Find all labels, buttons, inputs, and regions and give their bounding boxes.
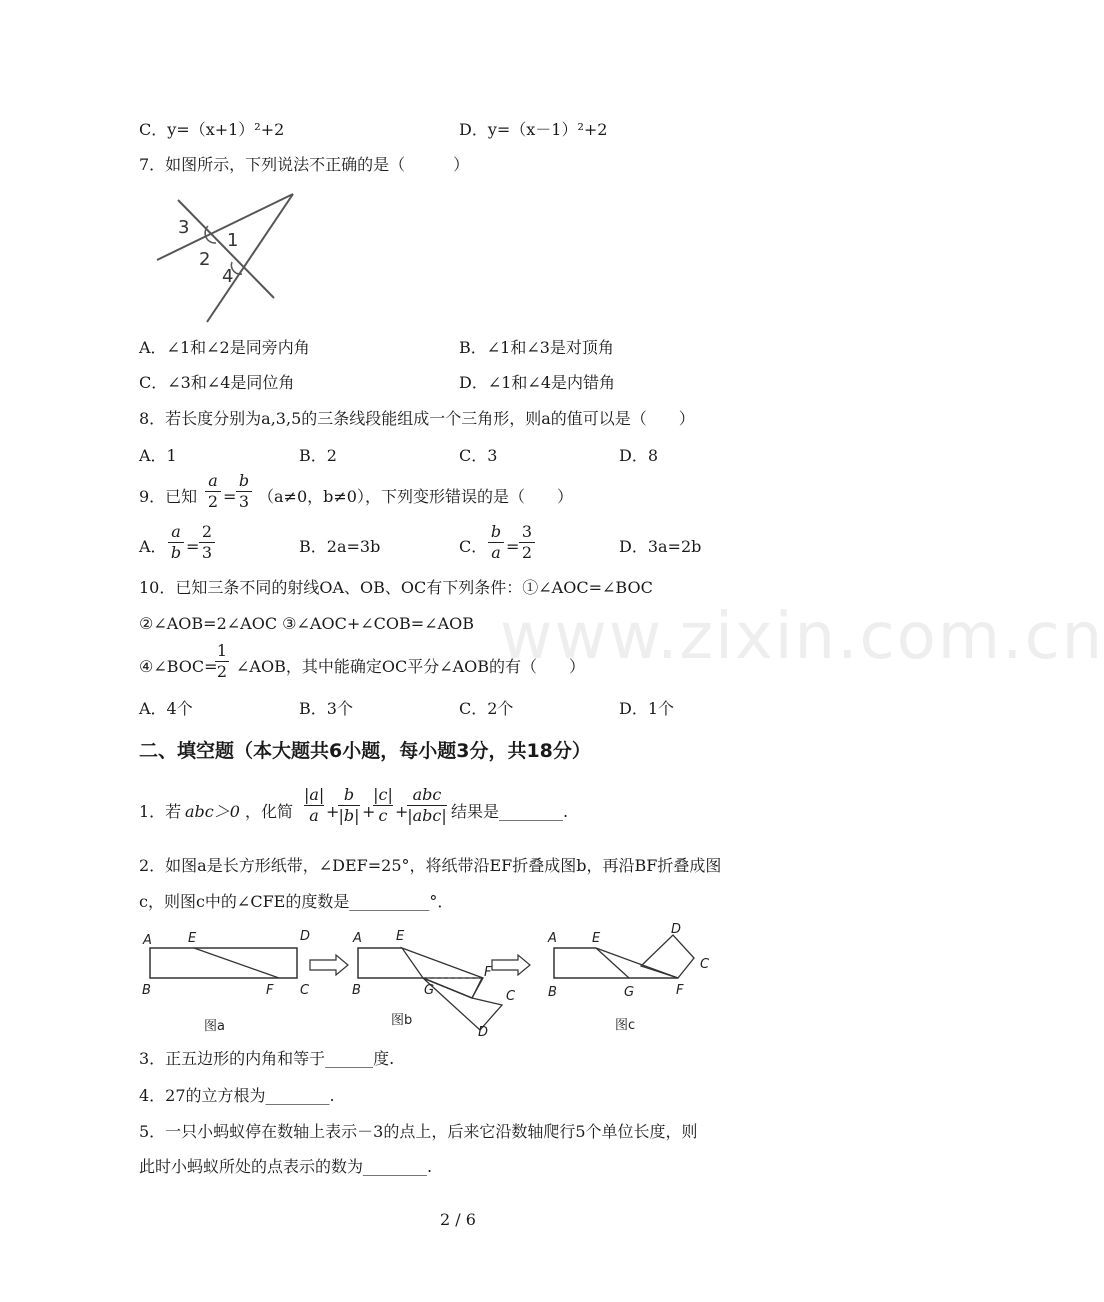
f1-mid: ，化简 (245, 802, 294, 821)
q7-option-b: B．∠1和∠3是对顶角 (459, 338, 614, 357)
fig-a-label-D: D (300, 929, 311, 944)
page-number: 2 / 6 (440, 1210, 476, 1229)
q10-option-a: A．4个 (139, 699, 193, 718)
q9-option-c-equals: = (506, 537, 520, 556)
q9-equals: = (223, 487, 237, 506)
q9-prefix: 9．已知 (139, 487, 198, 506)
fig-c-label-B: B (548, 985, 557, 1000)
fig-a-label-F: F (266, 983, 274, 998)
q9-option-a-fraction-1: a b (168, 524, 184, 561)
fig-b-label-E: E (396, 929, 405, 944)
arrow-b-to-c (492, 955, 530, 975)
q9-fraction-b-over-3: b 3 (236, 473, 252, 510)
f1-plus-2: + (362, 802, 376, 821)
q8-option-a: A．1 (139, 446, 177, 465)
watermark: www.zixin.com.cn (500, 600, 1104, 674)
f5-line-1: 5．一只小蚂蚁停在数轴上表示－3的点上，后来它沿数轴爬行5个单位长度，则 (139, 1122, 698, 1141)
q9-option-c-fraction-2: 3 2 (519, 524, 535, 561)
f1-suffix: 结果是________. (451, 802, 569, 821)
fig-c-label-E: E (592, 931, 601, 946)
fig-c-label-D: D (671, 922, 682, 937)
q9-option-d: D．3a=2b (619, 537, 702, 556)
fig-b-flap (423, 978, 502, 1030)
fig-a-caption: 图a (204, 1019, 225, 1034)
fig-c-label-A: A (548, 931, 557, 946)
q10-option-b: B．3个 (299, 699, 353, 718)
fig-c-caption: 图c (615, 1018, 636, 1033)
q9-option-c-fraction-1: b a (488, 524, 504, 561)
fig-a-rect (150, 948, 297, 978)
q8-option-c: C．3 (459, 446, 498, 465)
f1-fraction-3: |c| c (373, 785, 393, 825)
q10-option-d: D．1个 (619, 699, 675, 718)
fig-b-caption: 图b (391, 1013, 413, 1028)
fig-b-label-C: C (506, 989, 516, 1004)
fig-b-fold-upper (402, 948, 483, 998)
fig-a-label-A: A (143, 933, 152, 948)
fig-a-fold-line (194, 948, 279, 978)
fig-a-label-E: E (188, 931, 197, 946)
q6-option-c: C．y=（x+1）²+2 (139, 120, 285, 139)
q7-fig-label-1: 1 (227, 230, 239, 251)
f1-plus-1: + (326, 802, 340, 821)
q9-option-a-fraction-2: 2 3 (199, 524, 215, 561)
fig-a-label-C: C (300, 983, 310, 998)
f2-line-2: c，则图c中的∠CFE的度数是__________°． (139, 892, 454, 911)
q7-figure (150, 188, 290, 328)
q10-line-3-prefix: ④∠BOC= (139, 657, 218, 676)
q7-option-d: D．∠1和∠4是内错角 (459, 373, 616, 392)
fig-b-label-D: D (478, 1025, 489, 1040)
fig-b-label-B: B (352, 983, 361, 998)
q10-line-1: 10．已知三条不同的射线OA、OB、OC有下列条件：①∠AOC=∠BOC (139, 578, 653, 597)
q7-line-2 (207, 194, 293, 322)
fig-a (142, 929, 310, 1034)
fig-c-label-C: C (700, 957, 710, 972)
f4-text: 4．27的立方根为________. (139, 1086, 335, 1105)
fig-b-label-G: G (424, 983, 435, 998)
q9-fraction-a-over-2: a 2 (205, 473, 221, 510)
f2-figures (138, 920, 728, 1042)
q7-fig-label-4: 4 (222, 266, 234, 287)
f1-plus-3: + (395, 802, 409, 821)
q7-option-c: C．∠3和∠4是同位角 (139, 373, 295, 392)
q9-option-c-prefix: C． (459, 537, 488, 556)
f1-fraction-1: |a| a (304, 785, 325, 825)
q8-option-d: D．8 (619, 446, 659, 465)
fig-b-label-F: F (484, 965, 492, 980)
arrow-a-to-b (310, 955, 348, 975)
f1-condition: abc＞0 (185, 802, 240, 821)
fig-c (547, 922, 710, 1033)
q8-stem: 8．若长度分别为a,3,5的三条线段能组成一个三角形，则a的值可以是（ ） (139, 409, 695, 428)
q10-line-3-suffix: ∠AOB，其中能确定OC平分∠AOB的有（ ） (236, 657, 586, 676)
q10-line-2: ②∠AOB=2∠AOC ③∠AOC+∠COB=∠AOB (139, 614, 475, 633)
q9-option-b: B．2a=3b (299, 537, 381, 556)
fig-c-label-F: F (676, 983, 684, 998)
f1-fraction-4: abc |abc| (407, 785, 447, 825)
q10-fraction-half: 1 2 (216, 641, 228, 681)
fig-c-fold-eg (596, 948, 629, 978)
f1-prefix: 1．若 (139, 802, 182, 821)
q9-option-a-prefix: A． (139, 537, 167, 556)
fig-c-label-G: G (624, 985, 635, 1000)
q7-fig-label-3: 3 (178, 217, 190, 238)
f1-fraction-2: b |b| (338, 785, 360, 825)
q9-option-a-equals: = (186, 537, 200, 556)
fig-b-label-A: A (353, 931, 362, 946)
f3-text: 3．正五边形的内角和等于______度. (139, 1049, 395, 1068)
f2-line-1: 2．如图a是长方形纸带，∠DEF=25°，将纸带沿EF折叠成图b，再沿BF折叠成图 (139, 856, 722, 875)
fig-a-label-B: B (142, 983, 151, 998)
q7-stem: 7．如图所示，下列说法不正确的是（ ） (139, 155, 470, 174)
q7-fig-label-2: 2 (199, 249, 211, 270)
fig-c-flap (641, 935, 694, 978)
fig-c-rect (554, 948, 678, 978)
section-2-title: 二、填空题（本大题共6小题，每小题3分，共18分） (139, 740, 591, 762)
q9-suffix: （a≠0，b≠0），下列变形错误的是（ ） (258, 487, 573, 506)
fig-b (352, 929, 516, 1040)
q8-option-b: B．2 (299, 446, 337, 465)
f5-line-2: 此时小蚂蚁所处的点表示的数为________. (139, 1157, 433, 1176)
q6-option-d: D．y=（x－1）²+2 (459, 120, 608, 139)
q7-option-a: A．∠1和∠2是同旁内角 (139, 338, 310, 357)
q10-option-c: C．2个 (459, 699, 514, 718)
